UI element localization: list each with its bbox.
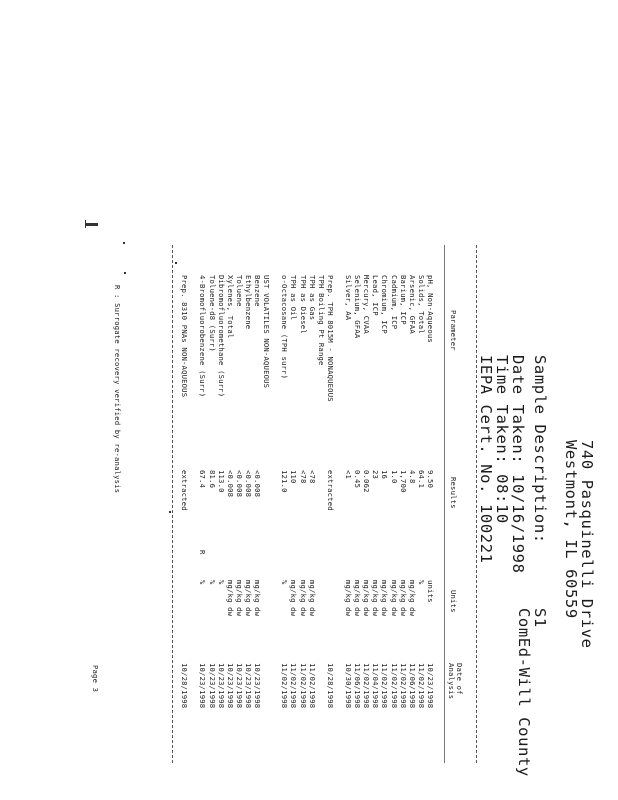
table-row xyxy=(390,125,399,765)
table-row xyxy=(362,125,371,765)
parameter-cell: Lead, ICP xyxy=(371,275,381,316)
result-cell: <0.008 xyxy=(234,470,244,498)
table-row xyxy=(208,125,217,765)
result-cell: <78 xyxy=(307,470,317,484)
units-cell: mg/kg dw xyxy=(344,580,354,617)
analysis-date-cell: 11/02/1998 xyxy=(298,663,308,709)
analysis-date-cell: 10/23/1998 xyxy=(216,663,226,709)
table-row xyxy=(299,125,308,765)
result-cell: 0.45 xyxy=(353,470,363,489)
parameter-cell: TPH Boiling Pt Range xyxy=(316,275,326,366)
table-row xyxy=(280,125,289,765)
analysis-date-cell: 10/23/1998 xyxy=(207,663,217,709)
units-cell: mg/kg dw xyxy=(407,580,417,617)
table-row xyxy=(381,125,390,765)
result-cell: 110 xyxy=(289,470,299,484)
units-cell: % xyxy=(416,580,426,585)
analysis-date-cell: 10/23/1998 xyxy=(253,663,263,709)
units-cell: mg/kg dw xyxy=(298,580,308,617)
table-row xyxy=(317,125,326,765)
parameter-cell: TPH as Oil xyxy=(289,275,299,321)
result-cell: <0.008 xyxy=(253,470,263,498)
analysis-date-cell: 11/02/1998 xyxy=(289,663,299,709)
parameter-cell: TPH as Gas xyxy=(307,275,317,321)
analysis-date-cell: 10/23/1998 xyxy=(244,663,253,709)
parameter-cell: Prep. TPH 8015M - NONAQUEOUS xyxy=(325,275,335,402)
column-header-date-line2: Analysis xyxy=(447,663,456,700)
scan-artifact xyxy=(169,511,171,513)
parameter-cell: Mercury, CVAA xyxy=(362,275,372,334)
table-row xyxy=(244,125,253,765)
table-row xyxy=(180,125,189,765)
units-cell: mg/kg dw xyxy=(398,580,408,617)
column-header-results: Results xyxy=(449,477,458,509)
parameter-cell: Dibromofluoromethane (Surr) xyxy=(216,275,226,398)
parameter-cell: Cadmium, ICP xyxy=(389,275,399,330)
result-cell: <78 xyxy=(298,470,308,484)
analysis-date-cell: 11/02/1998 xyxy=(389,663,399,709)
analysis-date-cell: 10/30/1998 xyxy=(344,663,354,709)
analysis-date-cell: 11/02/1998 xyxy=(307,663,317,709)
analysis-date-cell: 11/04/1998 xyxy=(371,663,381,709)
parameter-cell: Toluene-d8 (Surr) xyxy=(207,275,217,352)
table-row xyxy=(399,125,408,765)
surrogate-footnote: R : Surrogate recovery verified by re-analysis xyxy=(113,285,122,494)
result-cell: <0.008 xyxy=(225,470,235,498)
units-cell: mg/kg dw xyxy=(353,580,363,617)
iepa-cert-number: IEPA Cert. No. 100221 xyxy=(477,355,495,564)
parameter-cell: TPH as Diesel xyxy=(298,275,308,334)
units-cell: mg/kg dw xyxy=(307,580,317,617)
date-taken: Date Taken: 10/16/1998 xyxy=(509,355,527,574)
table-row xyxy=(199,125,208,765)
page-number: Page 3 xyxy=(91,665,100,693)
scan-artifact xyxy=(123,242,125,244)
qualifier-flag: R xyxy=(198,550,208,555)
analysis-date-cell: 10/23/1998 xyxy=(426,663,435,709)
parameter-cell: UST VOLATILES NON-AQUEOUS xyxy=(262,275,272,389)
result-cell: 0.062 xyxy=(362,470,372,493)
analysis-date-cell: 10/23/1998 xyxy=(225,663,235,709)
column-header-units: Units xyxy=(449,590,458,613)
parameter-cell: Chromium, ICP xyxy=(380,275,390,334)
parameter-cell: Arsenic, GFAA xyxy=(407,275,417,334)
table-row xyxy=(235,125,244,765)
units-cell: mg/kg dw xyxy=(380,580,390,617)
units-cell: mg/kg dw xyxy=(244,580,253,617)
analysis-date-cell: 10/28/1998 xyxy=(325,663,335,709)
result-cell: 1.0 xyxy=(389,470,399,484)
table-row xyxy=(271,125,280,765)
units-cell: % xyxy=(198,580,208,585)
parameter-cell: pH, Non-Aqueous xyxy=(426,275,435,343)
table-row xyxy=(371,125,380,765)
rotated-report-content xyxy=(75,125,596,777)
header-bottom-rule xyxy=(444,245,445,763)
table-row xyxy=(226,125,235,765)
analysis-date-cell: 11/02/1998 xyxy=(280,663,290,709)
units-cell: mg/kg dw xyxy=(371,580,381,617)
analysis-date-cell: 11/06/1998 xyxy=(353,663,363,709)
parameter-cell: Xylenes, Total xyxy=(225,275,235,339)
scan-artifact xyxy=(85,220,86,228)
table-row xyxy=(308,125,317,765)
parameter-cell: Toluene xyxy=(234,275,244,307)
parameter-cell: Ethylbenzene xyxy=(244,275,253,330)
result-cell: <1 xyxy=(344,470,354,480)
lab-address-line1: 740 Pasquinelli Drive xyxy=(578,440,596,649)
scan-artifact xyxy=(124,272,126,274)
result-cell: extracted xyxy=(325,470,335,511)
parameter-cell: o-Octacosane (TPH surr) xyxy=(280,275,290,380)
analysis-date-cell: 11/02/1998 xyxy=(362,663,372,709)
header-top-rule xyxy=(476,245,477,763)
result-cell: 67.4 xyxy=(198,470,208,489)
analysis-date-cell: 10/28/1998 xyxy=(180,663,190,709)
column-header-date-line1: Date of xyxy=(455,663,464,695)
parameter-cell: Barium, ICP xyxy=(398,275,408,325)
parameter-cell: Solids, Total xyxy=(416,275,426,334)
units-cell: mg/kg dw xyxy=(225,580,235,617)
scan-artifact xyxy=(175,262,177,264)
units-cell: units xyxy=(426,580,435,603)
units-cell: mg/kg dw xyxy=(389,580,399,617)
result-cell: 23 xyxy=(371,470,381,480)
result-cell: 4.8 xyxy=(407,470,417,484)
units-cell: mg/kg dw xyxy=(253,580,263,617)
table-row xyxy=(253,125,262,765)
table-bottom-rule xyxy=(172,245,173,763)
table-row xyxy=(426,125,435,765)
units-cell: mg/kg dw xyxy=(289,580,299,617)
result-cell: <0.008 xyxy=(244,470,253,498)
result-cell: 81.6 xyxy=(207,470,217,489)
parameter-cell: Silver, AA xyxy=(344,275,354,321)
table-row xyxy=(335,125,344,765)
parameter-cell: Benzene xyxy=(253,275,263,307)
parameter-cell: 4-Bromofluorobenzene (Surr) xyxy=(198,275,208,398)
lab-address-line2: Westmont, IL 60559 xyxy=(562,440,580,619)
table-row xyxy=(262,125,271,765)
analysis-date-cell: 11/02/1998 xyxy=(398,663,408,709)
analysis-date-cell: 10/23/1998 xyxy=(234,663,244,709)
result-cell: extracted xyxy=(180,470,190,511)
table-row xyxy=(326,125,335,765)
analysis-date-cell: 11/06/1998 xyxy=(407,663,417,709)
table-row xyxy=(408,125,417,765)
table-row xyxy=(217,125,226,765)
result-cell: 121.0 xyxy=(280,470,290,493)
column-header-parameter: Parameter xyxy=(449,310,458,351)
analysis-date-cell: 11/02/1998 xyxy=(416,663,426,709)
units-cell: % xyxy=(280,580,290,585)
table-row xyxy=(344,125,353,765)
result-cell: 113.0 xyxy=(216,470,226,493)
table-row xyxy=(417,125,426,765)
sample-location: ComEd-Will County xyxy=(515,608,533,777)
analysis-date-cell: 10/23/1998 xyxy=(198,663,208,709)
sample-description-label: Sample Description: xyxy=(531,355,549,544)
time-taken: Time Taken: 08:10 xyxy=(493,355,511,524)
parameter-cell: Prep. 8310 PNAs NON-AQUEOUS xyxy=(180,275,190,398)
result-cell: 1,700 xyxy=(398,470,408,493)
table-row xyxy=(290,125,299,765)
result-cell: 16 xyxy=(380,470,390,480)
units-cell: % xyxy=(216,580,226,585)
sample-id: S1 xyxy=(531,608,549,628)
table-row xyxy=(353,125,362,765)
units-cell: % xyxy=(207,580,217,585)
parameter-cell: Selenium, GFAA xyxy=(353,275,363,339)
result-cell: 9.50 xyxy=(426,470,435,489)
analysis-date-cell: 11/02/1998 xyxy=(380,663,390,709)
result-cell: 64.1 xyxy=(416,470,426,489)
units-cell: mg/kg dw xyxy=(362,580,372,617)
units-cell: mg/kg dw xyxy=(234,580,244,617)
scan-artifact xyxy=(86,223,98,226)
table-row xyxy=(189,125,198,765)
